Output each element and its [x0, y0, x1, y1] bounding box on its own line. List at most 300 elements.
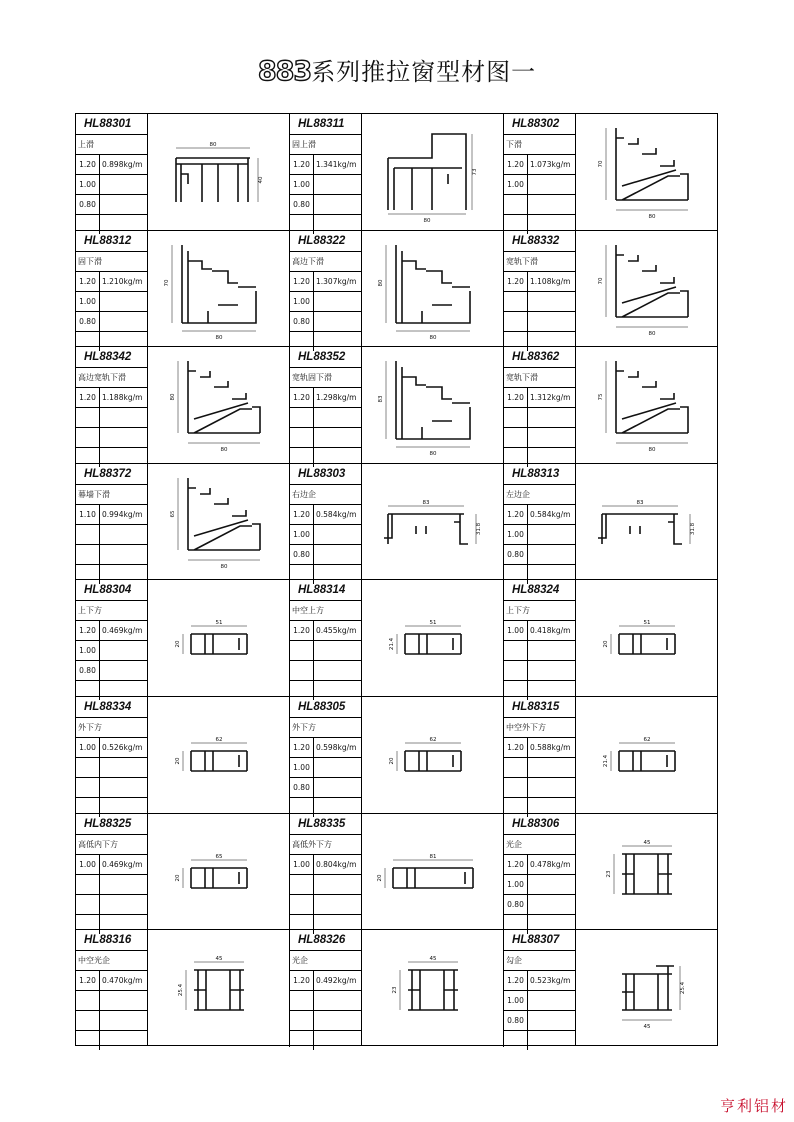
profile-info: [76, 231, 148, 347]
profile-code: HL88324: [504, 580, 575, 601]
profile-cell: [76, 930, 290, 1047]
profile-info: [76, 580, 148, 696]
profile-code: HL88314: [290, 580, 361, 601]
wall-thickness: 0.80: [504, 1011, 528, 1030]
unit-weight: 0.588kg/m: [530, 743, 571, 752]
wall-thickness: 1.00: [290, 525, 314, 544]
spec-row: [290, 971, 361, 991]
wall-thickness: 0.80: [76, 312, 100, 331]
spec-row: [504, 428, 575, 448]
svg-text:70: 70: [598, 277, 604, 285]
spec-row: [290, 1031, 361, 1050]
spec-row: [290, 505, 361, 525]
profile-name: 高低外下方: [290, 835, 361, 855]
svg-text:45: 45: [429, 956, 437, 963]
profile-name: 宽轨下滑: [504, 368, 575, 388]
svg-text:45: 45: [215, 956, 223, 963]
unit-weight: 0.523kg/m: [530, 976, 571, 986]
page-title: [0, 52, 794, 87]
wall-thickness: [76, 991, 100, 1010]
svg-text:20: 20: [175, 757, 181, 765]
wall-thickness: 1.20: [504, 505, 528, 524]
spec-row: [504, 505, 575, 525]
spec-row: [290, 895, 361, 915]
profile-code: HL88332: [504, 231, 575, 252]
profile-name: 中空外下方: [504, 718, 575, 738]
profile-table: [75, 113, 718, 1046]
wall-thickness: [504, 292, 528, 311]
spec-row: [76, 388, 147, 408]
spec-row: [504, 545, 575, 565]
wall-thickness: 0.80: [290, 195, 314, 214]
svg-text:80: 80: [648, 447, 656, 454]
profile-name: 上下方: [504, 601, 575, 621]
spec-row: [504, 738, 575, 758]
spec-row: [76, 758, 147, 778]
profile-info: [504, 930, 576, 1046]
profile-code: HL88305: [290, 697, 361, 718]
profile-cell: [290, 697, 504, 814]
unit-weight: 0.478kg/m: [530, 859, 571, 869]
unit-weight: 0.455kg/m: [316, 626, 357, 636]
spec-row: [290, 195, 361, 215]
wall-thickness: [290, 641, 314, 660]
profile-name: 下滑: [504, 135, 575, 155]
wall-thickness: 1.20: [504, 272, 528, 291]
spec-row: [504, 778, 575, 798]
spec-row: [504, 195, 575, 215]
profile-drawing: [576, 814, 718, 930]
spec-row: [76, 312, 147, 332]
wall-thickness: 1.00: [76, 641, 100, 660]
profile-cell: [504, 114, 717, 231]
wall-thickness: 0.80: [504, 545, 528, 564]
profile-name: 高边下滑: [290, 252, 361, 272]
profile-code: HL88304: [76, 580, 147, 601]
wall-thickness: 1.20: [290, 505, 314, 524]
spec-row: [290, 661, 361, 681]
spec-row: [290, 875, 361, 895]
profile-drawing: [148, 814, 290, 930]
profile-name: 高低内下方: [76, 835, 147, 855]
profile-info: [290, 464, 362, 580]
spec-row: [504, 661, 575, 681]
wall-thickness: [290, 875, 314, 894]
profile-code: HL88325: [76, 814, 147, 835]
wall-thickness: [76, 778, 100, 797]
profile-drawing: [362, 464, 504, 580]
wall-thickness: 1.00: [76, 175, 100, 194]
wall-thickness: [504, 641, 528, 660]
wall-thickness: [290, 991, 314, 1010]
wall-thickness: [76, 1011, 100, 1030]
wall-thickness: [504, 661, 528, 680]
wall-thickness: 1.00: [504, 875, 528, 894]
wall-thickness: [76, 428, 100, 447]
spec-row: [76, 428, 147, 448]
profile-name: 右边企: [290, 485, 361, 505]
svg-text:80: 80: [429, 451, 437, 458]
wall-thickness: 1.00: [76, 738, 100, 757]
unit-weight: 0.492kg/m: [316, 976, 357, 986]
svg-text:65: 65: [215, 853, 223, 860]
unit-weight: 1.312kg/m: [530, 393, 571, 403]
wall-thickness: 1.20: [290, 621, 314, 640]
profile-info: [504, 580, 576, 696]
profile-info: [76, 697, 148, 813]
unit-weight: 0.470kg/m: [102, 976, 143, 986]
title-text: 系列推拉窗型材图一: [311, 58, 537, 86]
profile-cell: [290, 930, 504, 1047]
spec-row: [504, 991, 575, 1011]
svg-text:62: 62: [643, 737, 651, 743]
svg-text:83: 83: [636, 499, 644, 506]
unit-weight: 1.210kg/m: [102, 276, 143, 286]
wall-thickness: [290, 428, 314, 447]
wall-thickness: [290, 1031, 314, 1050]
svg-text:20: 20: [175, 874, 181, 882]
spec-row: [290, 312, 361, 332]
profile-code: HL88322: [290, 231, 361, 252]
unit-weight: 0.598kg/m: [316, 743, 357, 752]
wall-thickness: 1.20: [504, 388, 528, 407]
unit-weight: 0.526kg/m: [102, 743, 143, 752]
svg-text:62: 62: [215, 737, 223, 743]
wall-thickness: [290, 895, 314, 914]
svg-text:65: 65: [170, 510, 176, 518]
spec-row: [290, 272, 361, 292]
profile-name: 中空上方: [290, 601, 361, 621]
wall-thickness: 1.20: [76, 388, 100, 407]
spec-row: [504, 312, 575, 332]
wall-thickness: 1.00: [504, 175, 528, 194]
spec-row: [504, 875, 575, 895]
spec-row: [76, 641, 147, 661]
wall-thickness: [504, 195, 528, 214]
spec-row: [290, 292, 361, 312]
profile-drawing: [148, 114, 290, 230]
spec-row: [504, 971, 575, 991]
wall-thickness: 1.20: [290, 272, 314, 291]
svg-text:51: 51: [215, 620, 223, 627]
profile-info: [290, 580, 362, 696]
unit-weight: 0.898kg/m: [102, 160, 143, 169]
wall-thickness: [76, 525, 100, 544]
wall-thickness: 1.20: [504, 855, 528, 874]
spec-row: [290, 388, 361, 408]
profile-cell: [76, 814, 290, 931]
wall-thickness: 1.00: [290, 855, 314, 874]
wall-thickness: 1.20: [290, 388, 314, 407]
profile-info: [290, 697, 362, 813]
series-number: 883: [257, 56, 312, 87]
svg-text:40: 40: [258, 176, 264, 184]
profile-name: 光企: [504, 835, 575, 855]
spec-row: [290, 1011, 361, 1031]
svg-text:80: 80: [378, 279, 384, 287]
wall-thickness: 1.00: [76, 292, 100, 311]
profile-drawing: [148, 464, 290, 580]
unit-weight: 1.298kg/m: [316, 393, 357, 403]
profile-code: HL88334: [76, 697, 147, 718]
spec-row: [504, 758, 575, 778]
spec-row: [76, 661, 147, 681]
spec-row: [76, 525, 147, 545]
profile-code: HL88313: [504, 464, 575, 485]
profile-drawing: [148, 347, 290, 463]
profile-info: [504, 114, 576, 230]
wall-thickness: 1.10: [76, 505, 100, 524]
profile-cell: [76, 464, 290, 581]
profile-cell: [290, 814, 504, 931]
wall-thickness: 1.00: [290, 175, 314, 194]
spec-row: [76, 155, 147, 175]
spec-row: [504, 272, 575, 292]
profile-cell: [290, 347, 504, 464]
profile-drawing: [148, 697, 290, 813]
profile-code: HL88312: [76, 231, 147, 252]
profile-cell: [504, 814, 717, 931]
unit-weight: 0.584kg/m: [530, 509, 571, 519]
wall-thickness: [504, 778, 528, 797]
spec-row: [76, 991, 147, 1011]
profile-name: 外下方: [76, 718, 147, 738]
profile-drawing: [576, 231, 718, 347]
svg-text:21.4: 21.4: [603, 754, 609, 768]
wall-thickness: [76, 408, 100, 427]
profile-code: HL88302: [504, 114, 575, 135]
wall-thickness: 1.20: [504, 971, 528, 990]
profile-drawing: [576, 580, 718, 696]
spec-row: [290, 155, 361, 175]
profile-info: [504, 347, 576, 463]
wall-thickness: [76, 1031, 100, 1050]
svg-text:23: 23: [606, 870, 612, 878]
spec-row: [76, 621, 147, 641]
spec-row: [290, 738, 361, 758]
profile-drawing: [362, 231, 504, 347]
svg-text:70: 70: [164, 279, 170, 287]
spec-row: [290, 641, 361, 661]
profile-cell: [504, 464, 717, 581]
profile-code: HL88342: [76, 347, 147, 368]
spec-row: [290, 175, 361, 195]
profile-code: HL88307: [504, 930, 575, 951]
wall-thickness: 1.00: [290, 292, 314, 311]
spec-row: [76, 1011, 147, 1031]
profile-drawing: [362, 930, 504, 1046]
wall-thickness: 1.20: [290, 971, 314, 990]
svg-text:70: 70: [598, 160, 604, 168]
profile-drawing: [148, 930, 290, 1046]
wall-thickness: [76, 758, 100, 777]
wall-thickness: 0.80: [290, 545, 314, 564]
profile-cell: [76, 114, 290, 231]
profile-code: HL88326: [290, 930, 361, 951]
profile-name: 宽轨固下滑: [290, 368, 361, 388]
spec-row: [290, 758, 361, 778]
spec-row: [290, 545, 361, 565]
profile-name: 勾企: [504, 951, 575, 971]
profile-drawing: [362, 697, 504, 813]
spec-row: [504, 292, 575, 312]
profile-code: HL88315: [504, 697, 575, 718]
spec-row: [76, 738, 147, 758]
profile-cell: [504, 697, 717, 814]
wall-thickness: 1.20: [504, 155, 528, 174]
profile-name: 上下方: [76, 601, 147, 621]
spec-row: [76, 408, 147, 428]
profile-cell: [76, 580, 290, 697]
svg-text:80: 80: [429, 334, 437, 341]
svg-text:31.8: 31.8: [476, 522, 482, 535]
spec-row: [76, 195, 147, 215]
profile-drawing: [576, 347, 718, 463]
profile-drawing: [576, 697, 718, 813]
svg-text:80: 80: [209, 142, 217, 148]
unit-weight: 0.469kg/m: [102, 859, 143, 869]
profile-info: [290, 114, 362, 230]
wall-thickness: [504, 428, 528, 447]
svg-text:80: 80: [170, 393, 176, 401]
spec-row: [504, 388, 575, 408]
wall-thickness: 1.20: [76, 621, 100, 640]
profile-info: [76, 464, 148, 580]
spec-row: [504, 155, 575, 175]
svg-text:20: 20: [603, 640, 609, 648]
wall-thickness: [76, 875, 100, 894]
unit-weight: 0.804kg/m: [316, 859, 357, 869]
wall-thickness: 1.20: [76, 272, 100, 291]
svg-text:20: 20: [389, 757, 395, 765]
spec-row: [76, 292, 147, 312]
profile-code: HL88335: [290, 814, 361, 835]
profile-cell: [290, 231, 504, 348]
wall-thickness: [504, 312, 528, 331]
svg-text:83: 83: [378, 395, 384, 403]
svg-text:80: 80: [220, 447, 228, 454]
spec-row: [504, 895, 575, 915]
wall-thickness: [290, 661, 314, 680]
spec-row: [290, 621, 361, 641]
profile-name: 中空光企: [76, 951, 147, 971]
svg-text:83: 83: [422, 499, 430, 506]
spec-row: [76, 895, 147, 915]
unit-weight: 1.188kg/m: [102, 393, 143, 403]
spec-row: [290, 991, 361, 1011]
wall-thickness: 0.80: [290, 312, 314, 331]
svg-text:81: 81: [429, 853, 437, 860]
svg-text:20: 20: [377, 874, 383, 882]
profile-code: HL88306: [504, 814, 575, 835]
profile-drawing: [362, 580, 504, 696]
spec-row: [76, 971, 147, 991]
profile-drawing: [362, 114, 504, 230]
profile-cell: [76, 697, 290, 814]
svg-text:51: 51: [429, 620, 437, 627]
spec-row: [76, 545, 147, 565]
spec-row: [290, 855, 361, 875]
profile-code: HL88352: [290, 347, 361, 368]
spec-row: [76, 855, 147, 875]
profile-cell: [504, 347, 717, 464]
wall-thickness: 0.80: [76, 195, 100, 214]
profile-drawing: [576, 464, 718, 580]
profile-cell: [504, 231, 717, 348]
wall-thickness: 1.20: [504, 738, 528, 757]
profile-code: HL88372: [76, 464, 147, 485]
svg-text:62: 62: [429, 737, 437, 743]
wall-thickness: 1.00: [504, 991, 528, 1010]
profile-name: 高边宽轨下滑: [76, 368, 147, 388]
profile-cell: [76, 347, 290, 464]
profile-name: 宽轨下滑: [504, 252, 575, 272]
svg-text:25.4: 25.4: [680, 982, 686, 995]
profile-info: [504, 231, 576, 347]
spec-row: [76, 875, 147, 895]
profile-name: 幕墙下滑: [76, 485, 147, 505]
profile-cell: [504, 580, 717, 697]
spec-row: [290, 408, 361, 428]
profile-code: HL88301: [76, 114, 147, 135]
spec-row: [290, 778, 361, 798]
wall-thickness: 1.20: [76, 155, 100, 174]
spec-row: [76, 778, 147, 798]
unit-weight: 1.341kg/m: [316, 160, 357, 169]
svg-text:23: 23: [392, 986, 398, 994]
wall-thickness: 1.00: [504, 525, 528, 544]
profile-name: 固上滑: [290, 135, 361, 155]
wall-thickness: 1.00: [504, 621, 528, 640]
svg-text:21.4: 21.4: [389, 638, 395, 651]
profile-drawing: [576, 114, 718, 230]
wall-thickness: [76, 895, 100, 914]
wall-thickness: 0.80: [76, 661, 100, 680]
svg-text:45: 45: [643, 1024, 651, 1031]
watermark: 亨利铝材: [719, 1097, 788, 1115]
spec-row: [504, 175, 575, 195]
profile-code: HL88311: [290, 114, 361, 135]
spec-row: [76, 1031, 147, 1050]
spec-row: [504, 855, 575, 875]
profile-drawing: [148, 231, 290, 347]
unit-weight: 1.073kg/m: [530, 160, 571, 169]
profile-info: [290, 930, 362, 1046]
unit-weight: 1.108kg/m: [530, 276, 571, 286]
spec-row: [504, 621, 575, 641]
svg-text:73: 73: [472, 168, 478, 176]
wall-thickness: 0.80: [290, 778, 314, 797]
profile-drawing: [362, 347, 504, 463]
wall-thickness: [504, 758, 528, 777]
profile-name: 左边企: [504, 485, 575, 505]
profile-name: 上滑: [76, 135, 147, 155]
profile-info: [76, 114, 148, 230]
profile-cell: [290, 114, 504, 231]
svg-text:80: 80: [423, 218, 431, 224]
profile-info: [76, 814, 148, 930]
profile-info: [76, 347, 148, 463]
wall-thickness: 1.20: [76, 971, 100, 990]
svg-text:80: 80: [648, 330, 656, 337]
profile-name: 外下方: [290, 718, 361, 738]
svg-text:45: 45: [643, 839, 651, 846]
profile-info: [504, 464, 576, 580]
profile-cell: [290, 464, 504, 581]
spec-row: [504, 525, 575, 545]
profile-info: [290, 347, 362, 463]
unit-weight: 0.469kg/m: [102, 626, 143, 636]
